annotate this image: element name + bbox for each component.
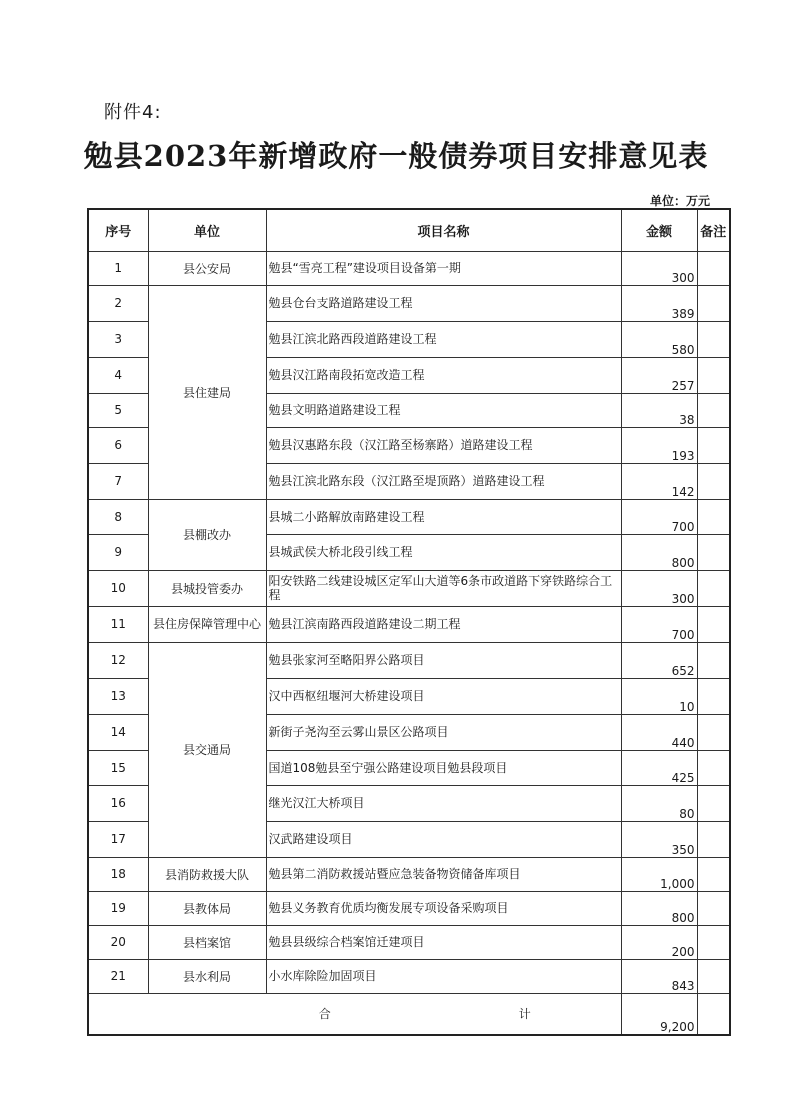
row-seq: 10 — [88, 570, 148, 606]
row-amount: 440 — [621, 714, 697, 750]
page-title: 勉县2023年新增政府一般债券项目安排意见表 — [83, 139, 709, 173]
row-project: 汉中西枢纽堰河大桥建设项目 — [266, 678, 621, 714]
row-amount: 1,000 — [621, 857, 697, 891]
row-note — [697, 606, 730, 642]
row-unit: 县棚改办 — [148, 499, 266, 570]
table-row — [88, 251, 730, 285]
row-unit: 县住建局 — [148, 285, 266, 499]
row-amount: 300 — [621, 570, 697, 606]
table-row — [88, 570, 730, 606]
row-unit: 县教体局 — [148, 891, 266, 925]
row-amount: 142 — [621, 463, 697, 499]
row-amount: 652 — [621, 642, 697, 678]
row-unit: 县档案馆 — [148, 925, 266, 959]
row-note — [697, 821, 730, 857]
row-project: 新街子尧沟至云雾山景区公路项目 — [266, 714, 621, 750]
row-seq: 21 — [88, 959, 148, 993]
row-amount: 80 — [621, 785, 697, 821]
row-project: 勉县江滨北路东段（汉江路至堤顶路）道路建设工程 — [266, 463, 621, 499]
total-label-ji: 计 — [518, 1007, 531, 1022]
row-seq: 18 — [88, 857, 148, 891]
row-project: 勉县江滨南路西段道路建设二期工程 — [266, 606, 621, 642]
row-seq: 2 — [88, 285, 148, 321]
row-amount: 257 — [621, 357, 697, 393]
row-note — [697, 678, 730, 714]
header-amount: 金额 — [621, 209, 697, 251]
row-unit: 县住房保障管理中心 — [148, 606, 266, 642]
row-seq: 7 — [88, 463, 148, 499]
row-unit: 县城投管委办 — [148, 570, 266, 606]
row-amount: 425 — [621, 750, 697, 785]
row-project: 阳安铁路二线建设城区定军山大道等6条市政道路下穿铁路综合工程 — [266, 570, 621, 606]
row-note — [697, 750, 730, 785]
row-project: 汉武路建设项目 — [266, 821, 621, 857]
table-row — [88, 642, 730, 678]
row-seq: 6 — [88, 427, 148, 463]
row-note — [697, 285, 730, 321]
row-unit: 县消防救援大队 — [148, 857, 266, 891]
row-seq: 5 — [88, 393, 148, 427]
row-note — [697, 925, 730, 959]
header-seq: 序号 — [88, 209, 148, 251]
row-project: 勉县县级综合档案馆迁建项目 — [266, 925, 621, 959]
row-note — [697, 534, 730, 570]
row-amount: 800 — [621, 534, 697, 570]
unit-note: 单位：万元 — [650, 194, 711, 208]
row-project: 勉县汉惠路东段（汉江路至杨寨路）道路建设工程 — [266, 427, 621, 463]
table-row — [88, 925, 730, 959]
row-note — [697, 959, 730, 993]
row-project: 国道108勉县至宁强公路建设项目勉县段项目 — [266, 750, 621, 785]
row-project: 勉县第二消防救援站暨应急装备物资储备库项目 — [266, 857, 621, 891]
row-seq: 17 — [88, 821, 148, 857]
row-seq: 15 — [88, 750, 148, 785]
row-amount: 700 — [621, 606, 697, 642]
row-seq: 14 — [88, 714, 148, 750]
row-seq: 8 — [88, 499, 148, 534]
row-project: 勉县“雪亮工程”建设项目设备第一期 — [266, 251, 621, 285]
header-unit: 单位 — [148, 209, 266, 251]
row-note — [697, 357, 730, 393]
row-note — [697, 321, 730, 357]
row-unit: 县水利局 — [148, 959, 266, 993]
row-note — [697, 251, 730, 285]
row-seq: 20 — [88, 925, 148, 959]
row-note — [697, 714, 730, 750]
table-row — [88, 959, 730, 993]
row-seq: 19 — [88, 891, 148, 925]
row-seq: 16 — [88, 785, 148, 821]
row-seq: 9 — [88, 534, 148, 570]
row-note — [697, 570, 730, 606]
table-header-row — [88, 209, 730, 251]
row-unit: 县交通局 — [148, 642, 266, 857]
row-seq: 12 — [88, 642, 148, 678]
row-project: 勉县江滨北路西段道路建设工程 — [266, 321, 621, 357]
row-note — [697, 427, 730, 463]
row-note — [697, 463, 730, 499]
row-note — [697, 857, 730, 891]
row-amount: 10 — [621, 678, 697, 714]
total-note — [697, 993, 730, 1035]
row-project: 继光汉江大桥项目 — [266, 785, 621, 821]
row-amount: 700 — [621, 499, 697, 534]
row-project: 勉县张家河至略阳界公路项目 — [266, 642, 621, 678]
table-row — [88, 891, 730, 925]
row-seq: 1 — [88, 251, 148, 285]
row-unit: 县公安局 — [148, 251, 266, 285]
row-project: 勉县仓台支路道路建设工程 — [266, 285, 621, 321]
table-row — [88, 857, 730, 891]
total-amount: 9,200 — [621, 993, 697, 1035]
row-amount: 843 — [621, 959, 697, 993]
row-project: 勉县义务教育优质均衡发展专项设备采购项目 — [266, 891, 621, 925]
row-note — [697, 642, 730, 678]
row-amount: 389 — [621, 285, 697, 321]
table-row — [88, 606, 730, 642]
header-note: 备注 — [697, 209, 730, 251]
row-amount: 193 — [621, 427, 697, 463]
row-note — [697, 499, 730, 534]
project-table — [87, 208, 731, 1036]
attachment-label: 附件4: — [104, 102, 162, 123]
row-project: 县城武侯大桥北段引线工程 — [266, 534, 621, 570]
row-note — [697, 891, 730, 925]
row-amount: 350 — [621, 821, 697, 857]
row-seq: 11 — [88, 606, 148, 642]
row-amount: 800 — [621, 891, 697, 925]
total-label — [88, 993, 621, 1035]
row-project: 勉县汉江路南段拓宽改造工程 — [266, 357, 621, 393]
row-seq: 3 — [88, 321, 148, 357]
total-label-he: 合 — [318, 1007, 331, 1022]
row-amount: 38 — [621, 393, 697, 427]
row-note — [697, 785, 730, 821]
header-project: 项目名称 — [266, 209, 621, 251]
row-seq: 13 — [88, 678, 148, 714]
row-project: 县城二小路解放南路建设工程 — [266, 499, 621, 534]
row-amount: 580 — [621, 321, 697, 357]
row-amount: 300 — [621, 251, 697, 285]
row-project: 勉县文明路道路建设工程 — [266, 393, 621, 427]
table-row — [88, 285, 730, 321]
row-amount: 200 — [621, 925, 697, 959]
row-project: 小水库除险加固项目 — [266, 959, 621, 993]
row-seq: 4 — [88, 357, 148, 393]
total-row — [88, 993, 730, 1035]
table-row — [88, 499, 730, 534]
row-note — [697, 393, 730, 427]
